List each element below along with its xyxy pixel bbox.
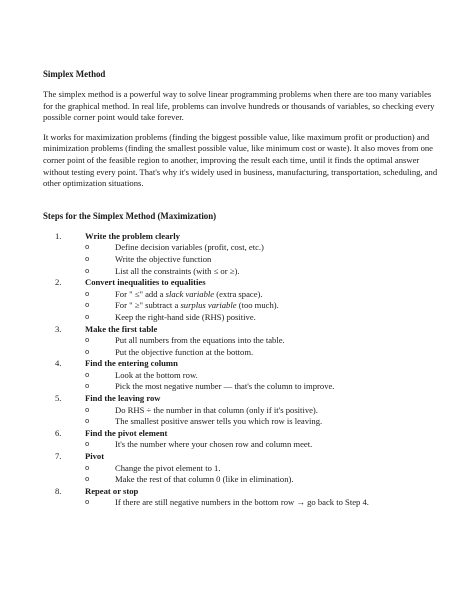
subitem-text: Keep the right-hand side (RHS) positive. [115, 311, 256, 322]
step-number: 3. [55, 323, 62, 334]
step-number: 8. [55, 485, 62, 496]
circle-bullet-icon: o [85, 347, 90, 356]
step-number: 5. [55, 393, 62, 404]
step-subitem [43, 254, 438, 266]
step-subitem [43, 439, 438, 451]
step-subitem [43, 474, 438, 486]
step-subitems [43, 439, 438, 451]
subitem-text: For " ≥" subtract a surplus variable (too much). [115, 300, 279, 311]
subitem-text: The smallest positive answer tells you which row is leaving. [115, 416, 323, 427]
step-subitems [43, 242, 438, 277]
steps-heading: Steps for the Simplex Method (Maximization) [43, 210, 217, 221]
subitem-text: List all the constraints (with ≤ or ≥). [115, 265, 240, 276]
step-subitem [43, 463, 438, 475]
step-subitem [43, 347, 438, 359]
step-subitem [43, 289, 438, 301]
step-item [43, 393, 438, 428]
circle-bullet-icon: o [85, 463, 90, 472]
step-subitems [43, 289, 438, 324]
step-subitem [43, 370, 438, 382]
intro-paragraph-2: It works for maximization problems (finding the biggest possible value, like maximum profit or production) and minimization problems (finding the smallest possible value, like minimum cost or waste). It also moves from one corner point of the feasible region to another, improving the result each time, until it finds the optimal answer without testing every point. That's why it's widely used in business, manufacturing, transportation, scheduling, and other optimization situations. [43, 131, 438, 189]
step-subitem [43, 416, 438, 428]
emphasized-term: surplus variable [180, 300, 237, 311]
step-subitem [43, 405, 438, 417]
subitem-text: Define decision variables (profit, cost, etc.) [115, 242, 264, 253]
circle-bullet-icon: o [85, 301, 90, 310]
step-title: Find the entering column [85, 358, 178, 369]
steps-list [43, 231, 438, 509]
intro-paragraph-1: The simplex method is a powerful way to solve linear programming problems when there are too many variables for the graphical method. In real life, problems can involve hundreds or thousands of variables, so checking every possible corner point would take forever. [43, 89, 435, 123]
step-number: 4. [55, 358, 62, 369]
emphasized-term: slack variable [165, 288, 215, 299]
step-subitems [43, 463, 438, 486]
circle-bullet-icon: o [85, 266, 90, 275]
step-title: Make the first table [85, 323, 158, 334]
step-item [43, 277, 438, 323]
circle-bullet-icon: o [85, 336, 90, 345]
circle-bullet-icon: o [85, 243, 90, 252]
step-title: Convert inequalities to equalities [85, 277, 206, 288]
circle-bullet-icon: o [85, 370, 90, 379]
step-subitem [43, 242, 438, 254]
step-subitem [43, 300, 438, 312]
step-subitem [43, 497, 438, 509]
step-subitems [43, 497, 438, 509]
step-item [43, 428, 438, 451]
circle-bullet-icon: o [85, 254, 90, 263]
step-number: 7. [55, 451, 62, 462]
step-item [43, 358, 438, 393]
step-subitems [43, 370, 438, 393]
subitem-text: Write the objective function [115, 253, 212, 264]
step-title: Repeat or stop [85, 485, 139, 496]
subitem-text: For " ≤" add a slack variable (extra space). [115, 288, 263, 299]
subitem-text: It's the number where your chosen row and column meet. [115, 439, 313, 450]
step-item [43, 486, 438, 509]
step-item [43, 451, 438, 486]
subitem-text: Look at the bottom row. [115, 369, 198, 380]
step-item [43, 324, 438, 359]
subitem-text: Put all numbers from the equations into the table. [115, 335, 285, 346]
step-subitems [43, 405, 438, 428]
step-number: 1. [55, 230, 62, 241]
subitem-text: Put the objective function at the bottom. [115, 346, 254, 357]
step-title: Write the problem clearly [85, 230, 180, 241]
step-title: Pivot [85, 451, 105, 462]
circle-bullet-icon: o [85, 382, 90, 391]
step-title: Find the pivot element [85, 427, 168, 438]
document-title: Simplex Method [43, 69, 106, 79]
circle-bullet-icon: o [85, 312, 90, 321]
subitem-text: Pick the most negative number — that's the column to improve. [115, 381, 335, 392]
subitem-text: Change the pivot element to 1. [115, 462, 221, 473]
circle-bullet-icon: o [85, 475, 90, 484]
step-subitem [43, 266, 438, 278]
circle-bullet-icon: o [85, 405, 90, 414]
step-subitem [43, 312, 438, 324]
step-subitems [43, 335, 438, 358]
step-number: 6. [55, 427, 62, 438]
circle-bullet-icon: o [85, 498, 90, 507]
step-title: Find the leaving row [85, 393, 161, 404]
circle-bullet-icon: o [85, 289, 90, 298]
circle-bullet-icon: o [85, 417, 90, 426]
step-subitem [43, 381, 438, 393]
subitem-text: Make the rest of that column 0 (like in elimination). [115, 474, 294, 485]
step-number: 2. [55, 277, 62, 288]
circle-bullet-icon: o [85, 440, 90, 449]
subitem-text: Do RHS ÷ the number in that column (only if it's positive). [115, 404, 318, 415]
subitem-text: If there are still negative numbers in the bottom row → go back to Step 4. [115, 497, 369, 508]
step-item [43, 231, 438, 277]
step-subitem [43, 335, 438, 347]
